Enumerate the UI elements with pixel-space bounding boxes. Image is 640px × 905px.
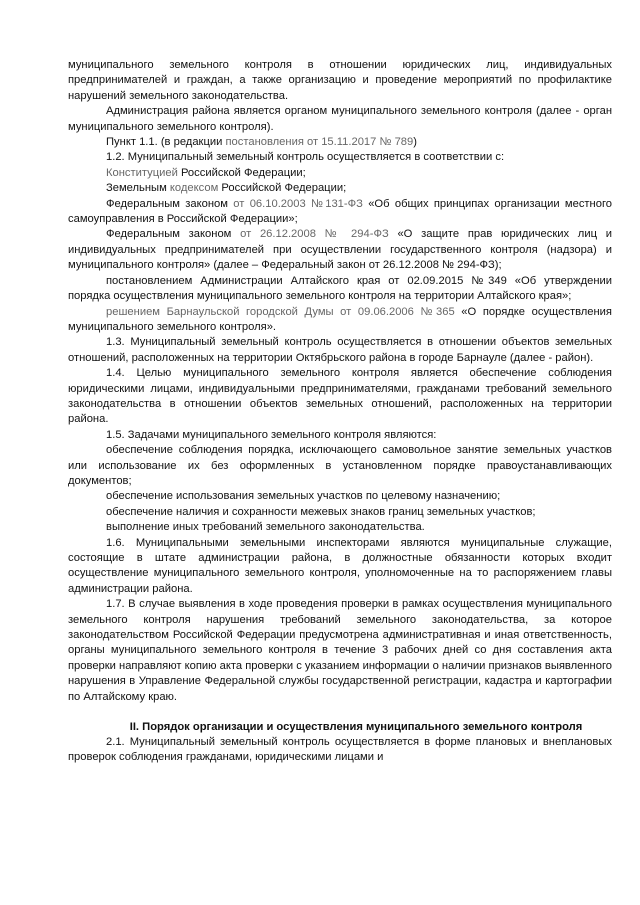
document-link[interactable]: кодексом: [169, 182, 219, 195]
paragraph-p18: [68, 597, 612, 705]
paragraph-p10: [68, 335, 612, 366]
section-heading: II. Порядок организации и осуществления муниципального земельного контроля: [129, 721, 583, 734]
paragraph-text: «О порядке осуществления муниципального земельного контроля».: [68, 305, 612, 333]
paragraph-text: Российской Федерации;: [177, 166, 306, 179]
document-link[interactable]: от 26.12.2008 № 294-ФЗ: [240, 228, 389, 241]
paragraph-text: Администрация района является органом муниципального земельного контроля (далее - орган муниципального земельного контроля).: [68, 105, 612, 133]
paragraph-text: ): [413, 136, 417, 149]
paragraph-text: 1.4. Целью муниципального земельного контроля является обеспечение соблюдения юридическими лицами, индивидуальными предпринимателями, гражданами требований земельного законодательства в отношении объектов земельных отношений, расположенных на территории района.: [68, 367, 612, 426]
paragraph-text: обеспечение наличия и сохранности межевых знаков границ земельных участков;: [106, 505, 536, 518]
paragraph-p2: [68, 135, 612, 150]
paragraph-text: 1.7. В случае выявления в ходе проведения проверки в рамках осуществления муниципального земельного контроля нарушения требований земельного законодательства, за которое законодательством Российской Федерации предусмотрена административная и иная ответственность, органы муниципального земельного контроля в течение 3 рабочих дней со дня составления акта проверки направляют копию акта проверки с указанием информации о наличии признаков выявленного нарушения в Управление Федеральной службы государственной регистрации, кадастра и картографии по Алтайскому краю.: [68, 598, 612, 703]
paragraph-text: 1.6. Муниципальными земельными инспекторами являются муниципальные служащие, состоящие в штате администрации района, в должностные обязанности которых входит осуществление муниципального земельного контроля, уполномоченные на то распоряжением главы администрации района.: [68, 536, 612, 595]
paragraph-text: Пункт 1.1. (в редакции: [106, 136, 226, 149]
paragraph-text: 1.3. Муниципальный земельный контроль осуществляется в отношении объектов земельных отношений, расположенных на территории Октябрьского района в городе Барнауле (далее - район).: [68, 336, 612, 364]
paragraph-text: выполнение иных требований земельного законодательства.: [106, 521, 425, 534]
paragraph-p16: [68, 520, 612, 535]
document-body: [68, 58, 612, 705]
paragraph-text: «О защите прав юридических лиц и индивидуальных предпринимателей при осуществлении государственного контроля (надзора) и муниципального контроля» (далее – Федеральный закон от 26.12.2008 № 294-ФЗ);: [68, 228, 612, 272]
paragraph-p11: [68, 366, 612, 428]
paragraph-p13: [68, 443, 612, 489]
paragraph-text: 1.2. Муниципальный земельный контроль осуществляется в соответствии с:: [106, 151, 505, 164]
paragraph-text: «Об общих принципах организации местного самоуправления в Российской Федерации»;: [68, 197, 613, 226]
paragraph-p7: [68, 227, 612, 273]
paragraph-p17: [68, 536, 612, 598]
paragraph-p8: [68, 274, 612, 305]
document-link[interactable]: от 06.10.2003 №131-ФЗ: [233, 197, 363, 210]
paragraph-text: Российской Федерации;: [218, 182, 347, 195]
paragraph-p9: [68, 305, 612, 336]
paragraph-p0: [68, 58, 612, 104]
document-link[interactable]: постановления от 15.11.2017 № 789: [225, 136, 414, 149]
paragraph-text: Федеральным законом: [106, 197, 234, 210]
paragraph-text: Земельным: [106, 182, 170, 195]
paragraph-text: обеспечение использования земельных участков по целевому назначению;: [106, 490, 501, 503]
paragraph-text: постановлением Администрации Алтайского края от 02.09.2015 №349 «Об утверждении порядка осуществления муниципального земельного контроля на территории Алтайского края»;: [68, 274, 612, 303]
paragraph-2-1: 2.1. Муниципальный земельный контроль осуществляется в форме плановых и внеплановых проверок соблюдения гражданами, юридическими лицами и: [68, 736, 612, 764]
document-link[interactable]: Конституцией: [106, 166, 178, 179]
paragraph-p14: [68, 489, 612, 504]
document-link[interactable]: решением Барнаульской городской Думы от 09.06.2006 №365: [106, 305, 455, 318]
paragraph-p15: [68, 505, 612, 520]
paragraph-p1: [68, 104, 612, 135]
paragraph-text: Федеральным законом: [106, 228, 241, 241]
paragraph-text: обеспечение соблюдения порядка, исключающего самовольное занятие земельных участков или использование их без оформленных в установленном порядке правоустанавливающих документов;: [68, 444, 612, 487]
paragraph-p5: [68, 181, 612, 196]
paragraph-p3: [68, 150, 612, 165]
paragraph-text: муниципального земельного контроля в отношении юридических лиц, индивидуальных предпринимателей и граждан, а также организацию и проведение мероприятий по профилактике нарушений земельного законодательства.: [68, 59, 612, 102]
paragraph-p6: [68, 197, 612, 228]
paragraph-p12: [68, 428, 612, 443]
paragraph-text: 1.5. Задачами муниципального земельного контроля являются:: [106, 428, 437, 441]
paragraph-p4: [68, 166, 612, 181]
